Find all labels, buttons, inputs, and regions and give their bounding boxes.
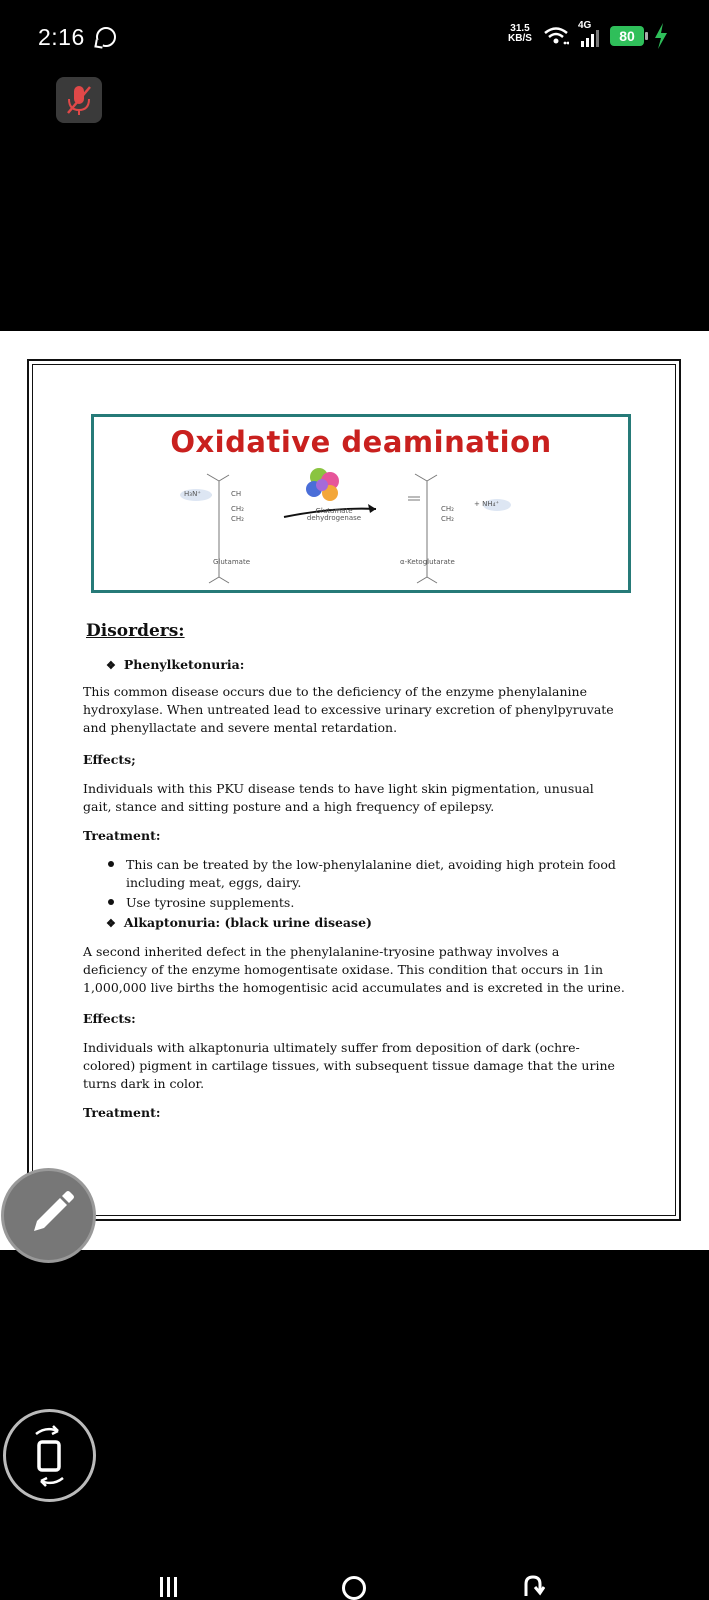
amine-label: H₃N⁺ — [184, 490, 202, 498]
effects-heading-1: Effects; — [83, 752, 136, 767]
wifi-icon — [543, 26, 569, 46]
status-time: 2:16 — [38, 24, 85, 50]
treatment-item-1 — [108, 856, 688, 874]
alk-heading: ❖ Alkaptonuria: (black urine disease) — [106, 914, 372, 933]
ketoglutarate-label: α-Ketoglutarate — [400, 558, 455, 566]
reaction-diagram — [94, 467, 628, 587]
edit-button[interactable] — [1, 1168, 96, 1263]
signal-icon — [578, 22, 602, 48]
effects-heading-2: Effects: — [83, 1011, 136, 1026]
pencil-icon — [4, 1171, 93, 1260]
bullet-dot — [108, 899, 114, 905]
ch2-label-3: CH₂ — [441, 505, 454, 513]
effects-1-line-1: Individuals with this PKU disease tends to have light skin pigmentation, unusual — [83, 781, 594, 796]
net-speed-value: 31.5 — [510, 23, 530, 34]
back-icon[interactable] — [519, 1574, 545, 1600]
alk-line-2: deficiency of the enzyme homogentisate oxidase. This condition that occurs in 1in — [83, 962, 603, 977]
home-icon[interactable] — [342, 1576, 366, 1600]
alk-paragraph — [83, 943, 683, 997]
bullet-dot — [108, 861, 114, 867]
network-type: 4G — [578, 20, 592, 31]
treatment-item-2 — [108, 894, 688, 912]
treatment-item-1-line-2: including meat, eggs, dairy. — [126, 875, 302, 890]
effects-paragraph-2 — [83, 1039, 683, 1093]
net-speed-unit: KB/S — [508, 33, 532, 44]
battery-icon: 80 — [610, 26, 644, 46]
enzyme-protein-icon — [306, 468, 339, 501]
effects-2-line-3: turns dark in color. — [83, 1076, 205, 1091]
rotate-screen-icon — [6, 1412, 93, 1499]
treatment-heading-1: Treatment: — [83, 828, 161, 843]
effects-paragraph-1 — [83, 780, 683, 816]
charging-bolt-icon — [653, 22, 669, 50]
pku-heading: ❖ Phenylketonuria: — [106, 656, 244, 675]
treatment-list-1 — [108, 856, 688, 912]
alk-line-3: 1,000,000 live births the homogentisic acid accumulates and is excreted in the urine. — [83, 980, 625, 995]
net-speed — [502, 24, 538, 44]
figure-title: Oxidative deamination — [170, 425, 552, 459]
pku-line-3: and phenyllactate and severe mental retardation. — [83, 720, 398, 735]
mic-muted-icon — [56, 77, 102, 123]
recent-apps-icon[interactable] — [158, 1575, 180, 1599]
battery-tip — [645, 32, 648, 40]
ch2-label-4: CH₂ — [441, 515, 454, 523]
treatment-item-1-line-1: This can be treated by the low-phenylalanine diet, avoiding high protein food — [126, 857, 616, 872]
mic-muted-badge[interactable] — [56, 77, 102, 123]
pku-line-2: hydroxylase. When untreated lead to excessive urinary excretion of phenylpyruvate — [83, 702, 614, 717]
enzyme-label-line2: dehydrogenase — [306, 514, 362, 522]
ch2-label-2: CH₂ — [231, 515, 244, 523]
oxidative-deamination-figure — [91, 414, 631, 593]
effects-2-line-2: colored) pigment in cartilage tissues, with subsequent tissue damage that the urine — [83, 1058, 615, 1073]
glutamate-label: Glutamate — [213, 558, 250, 566]
ch-label: CH — [231, 490, 242, 498]
effects-1-line-2: gait, stance and sitting posture and a high frequency of epilepsy. — [83, 799, 495, 814]
rotate-screen-button[interactable] — [3, 1409, 96, 1502]
treatment-item-2-text: Use tyrosine supplements. — [126, 895, 295, 910]
pku-line-1: This common disease occurs due to the deficiency of the enzyme phenylalanine — [83, 684, 588, 699]
alk-line-1: A second inherited defect in the phenylalanine-tryosine pathway involves a — [83, 944, 560, 959]
ch2-label-1: CH₂ — [231, 505, 244, 513]
ammonium-label: + NH₄⁺ — [474, 500, 500, 508]
enzyme-label — [294, 508, 374, 522]
disorders-heading: Disorders: — [86, 621, 185, 641]
enzyme-label-line1: Glutamate — [315, 507, 353, 515]
treatment-heading-2: Treatment: — [83, 1105, 161, 1120]
pku-paragraph — [83, 683, 683, 737]
effects-2-line-1: Individuals with alkaptonuria ultimately suffer from deposition of dark (ochre- — [83, 1040, 580, 1055]
whatsapp-icon — [96, 27, 116, 47]
